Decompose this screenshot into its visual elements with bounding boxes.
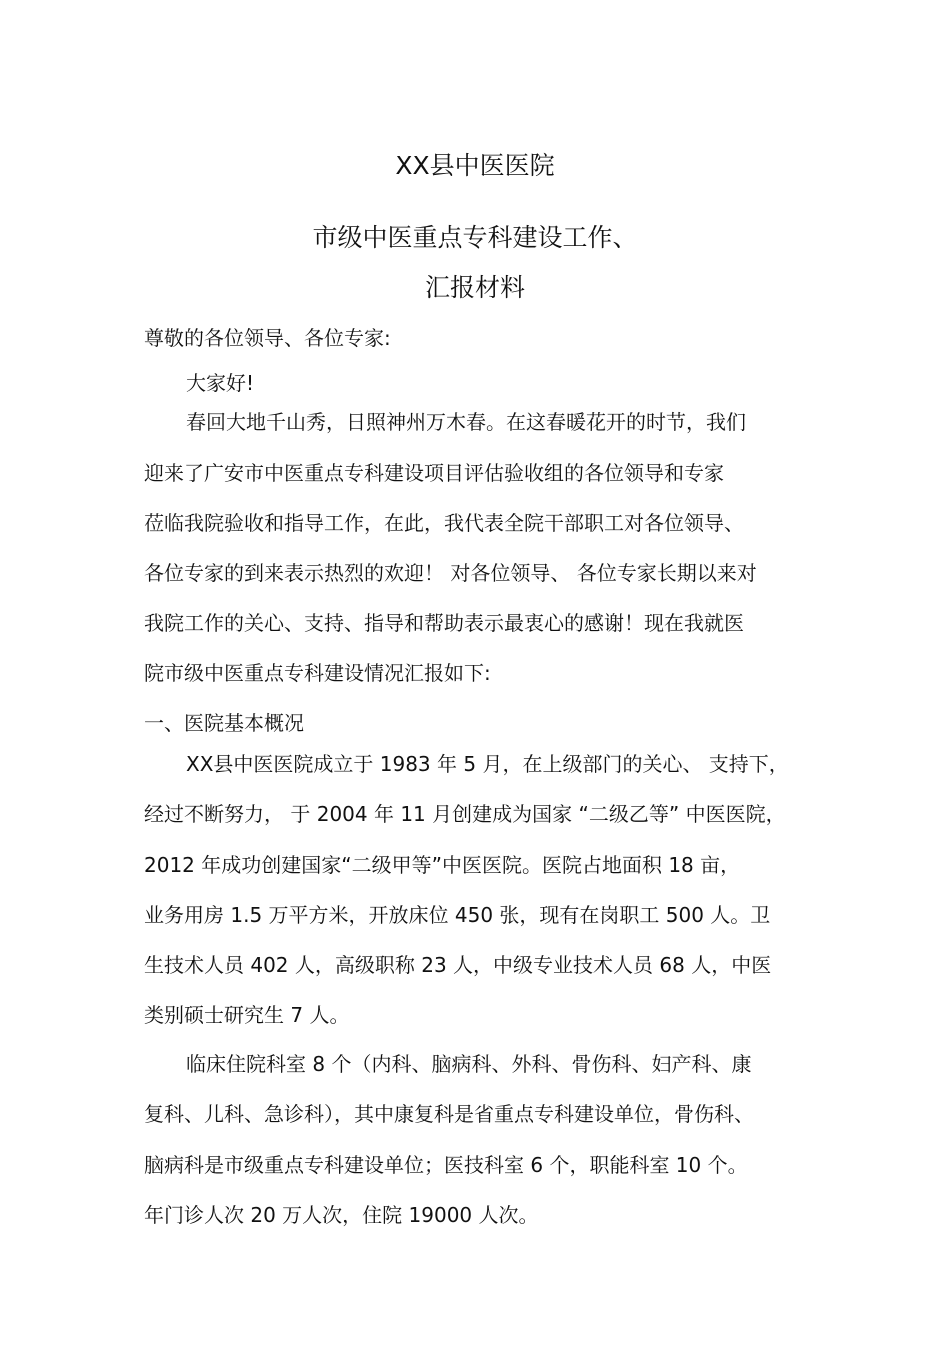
paragraph-line: 我院工作的关心、支持、指导和帮助表示最衷心的感谢！现在我就医 (144, 611, 744, 635)
paragraph-line: 生技术人员 402 人，高级职称 23 人，中级专业技术人员 68 人，中医 (144, 953, 772, 977)
document-title: XX县中医医院 (395, 151, 555, 180)
paragraph-line: 临床住院科室 8 个（内科、脑病科、外科、骨伤科、妇产科、康 (186, 1052, 752, 1076)
document-subtitle-2: 汇报材料 (424, 273, 525, 302)
paragraph-line: 院市级中医重点专科建设情况汇报如下: (144, 661, 491, 685)
greeting: 尊敬的各位领导、各位专家: (144, 326, 391, 350)
paragraph-line: 春回大地千山秀，日照神州万木春。在这春暖花开的时节，我们 (186, 410, 746, 434)
hello-line: 大家好! (186, 371, 255, 395)
paragraph-line: 莅临我院验收和指导工作，在此，我代表全院干部职工对各位领导、 (144, 511, 744, 535)
paragraph-line: 各位专家的到来表示热烈的欢迎！ 对各位领导、 各位专家长期以来对 (144, 561, 757, 585)
paragraph-line: XX县中医医院成立于 1983 年 5 月，在上级部门的关心、 支持下， (186, 752, 789, 776)
paragraph-line: 年门诊人次 20 万人次，住院 19000 人次。 (144, 1203, 539, 1227)
paragraph-line: 2012 年成功创建国家“二级甲等”中医医院。医院占地面积 18 亩， (144, 853, 741, 877)
paragraph-line: 迎来了广安市中医重点专科建设项目评估验收组的各位领导和专家 (144, 461, 724, 485)
paragraph-line: 经过不断努力， 于 2004 年 11 月创建成为国家 “二级乙等” 中医医院， (144, 802, 786, 826)
paragraph-line: 脑病科是市级重点专科建设单位；医技科室 6 个，职能科室 10 个。 (144, 1153, 748, 1177)
paragraph-line: 复科、儿科、急诊科），其中康复科是省重点专科建设单位，骨伤科、 (144, 1102, 754, 1126)
section-heading: 一、医院基本概况 (144, 711, 304, 735)
paragraph-line: 业务用房 1.5 万平方米，开放床位 450 张，现有在岗职工 500 人。卫 (144, 903, 771, 927)
document-subtitle: 市级中医重点专科建设工作、 (312, 223, 638, 252)
paragraph-line: 类别硕士研究生 7 人。 (144, 1003, 350, 1027)
